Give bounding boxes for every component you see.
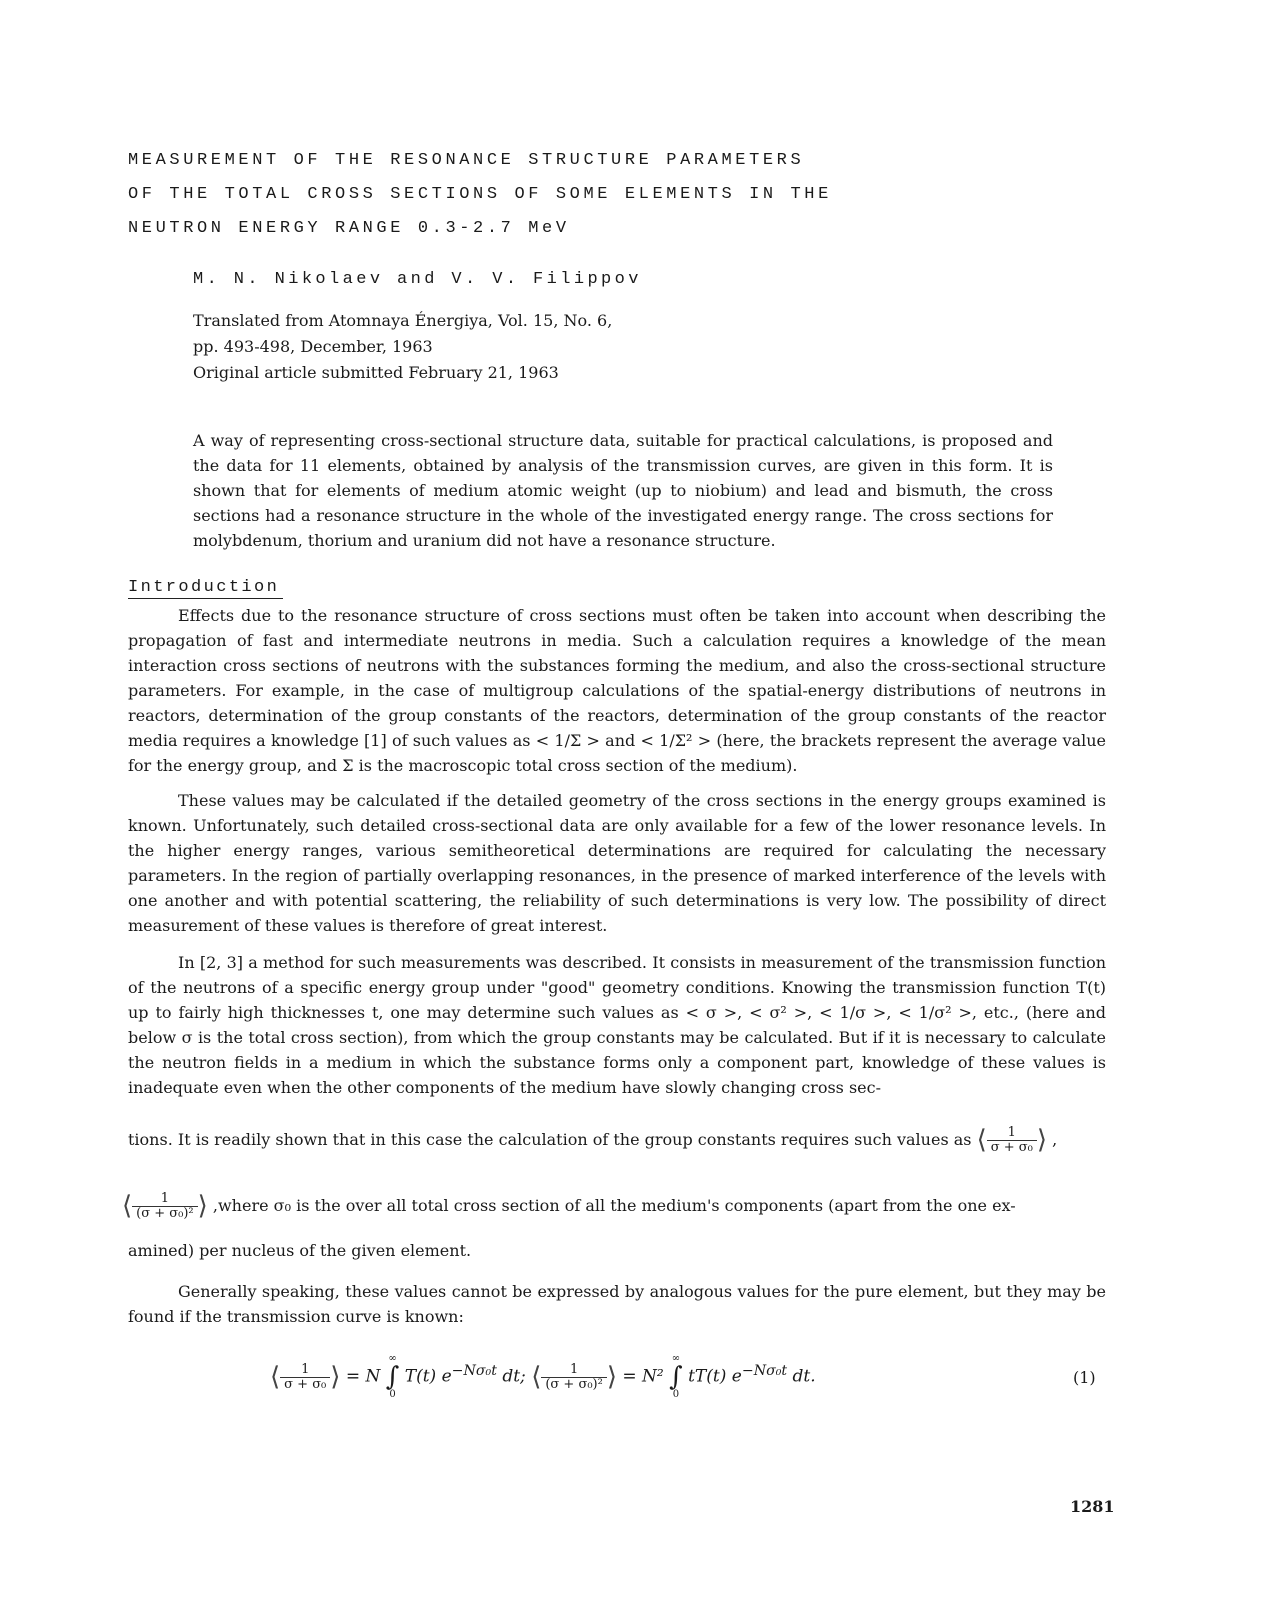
eq-rhs-2: = N² (622, 1366, 664, 1387)
paragraph-2 (128, 788, 1106, 938)
authors: M. N. Nikolaev and V. V. Filippov (193, 270, 642, 289)
paragraph-5 (128, 1279, 1106, 1329)
angle-bracket-left: ⟨ (976, 1125, 987, 1155)
translation-line-3: Original article submitted February 21, 1963 (193, 363, 559, 382)
paragraph-3 (128, 950, 1106, 1100)
paragraph-4-start: tions. It is readily shown that in this case the calculation of the group constants requires such values as (128, 1130, 972, 1149)
fraction-1 (987, 1126, 1037, 1155)
paragraph-4-line-1: tions. It is readily shown that in this case the calculation of the group constants requires such values as ⟨ $\frac{1}{\text{σ + σ₀}}$ ⟩ , (128, 1125, 1058, 1155)
title-line-3: NEUTRON ENERGY RANGE 0.3-2.7 MeV (128, 219, 570, 238)
integral-2-lower-limit: 0 (672, 1389, 680, 1400)
translation-line-2: pp. 493-498, December, 1963 (193, 337, 433, 356)
title-line-2: OF THE TOTAL CROSS SECTIONS OF SOME ELEMENTS IN THE (128, 185, 832, 204)
fraction-2-denominator: (σ + σ₀)² (136, 1206, 194, 1221)
paragraph-5-text: Generally speaking, these values cannot be expressed by analogous values for the pure element, but they may be found if the transmission curve is known: (128, 1282, 1106, 1326)
paragraph-4-line-2 (122, 1192, 1112, 1221)
page-number: 1281 (1070, 1497, 1115, 1516)
eq-integrand-1: T(t) e (404, 1366, 452, 1387)
fraction-1-numerator: 1 (987, 1126, 1037, 1141)
integral-sign-1 (386, 1354, 400, 1400)
translation-line-1: Translated from Atomnaya Énergiya, Vol. 15, No. 6, (193, 311, 613, 330)
angle-bracket-right: ⟩ (606, 1362, 617, 1392)
angle-bracket-left: ⟨ (531, 1362, 542, 1392)
paragraph-4-continued: ,where σ₀ is the over all total cross section of all the medium's components (apart from the one ex- (212, 1196, 1016, 1215)
paragraph-4-end: amined) per nucleus of the given element. (128, 1241, 472, 1260)
angle-bracket-left: ⟨ (270, 1362, 281, 1392)
eq-integrand-2: tT(t) e (688, 1366, 742, 1387)
angle-bracket-right: ⟩ (330, 1362, 341, 1392)
eq-fraction-1 (280, 1363, 330, 1392)
angle-bracket-right: ⟩ (197, 1191, 208, 1221)
eq-fraction-1-denominator: σ + σ₀ (284, 1376, 327, 1392)
angle-bracket-right: ⟩ (1036, 1125, 1048, 1155)
paragraph-1 (128, 603, 1106, 778)
integral-1-symbol: ∫ (385, 1362, 400, 1392)
integral-2-symbol: ∫ (669, 1362, 683, 1392)
abstract (193, 428, 1053, 553)
fraction-2 (132, 1192, 197, 1221)
eq-exponent-2: −Nσ₀t (741, 1362, 788, 1379)
fraction-2-numerator: 1 (132, 1192, 197, 1207)
eq-rhs-1: = N (345, 1366, 381, 1387)
paragraph-2-text: These values may be calculated if the detailed geometry of the cross sections in the energy groups examined is known. Unfortunately, such detailed cross-sectional data are only available for a few of the lower resonance levels. In the higher energy ranges, various semitheoretical determinations are required for calculating the necessary parameters. In the region of partially overlapping resonances, in the presence of marked interference of the levels with one another and with potential scattering, the reliability of such determinations is very low. The possibility of direct measurement of these values is therefore of great interest. (128, 791, 1106, 935)
fraction-1-denominator: σ + σ₀ (990, 1140, 1033, 1155)
eq-differential-1: dt; (502, 1366, 526, 1387)
equation-1 (270, 1354, 1110, 1414)
section-heading-introduction: Introduction (128, 578, 283, 599)
integral-sign-2 (669, 1354, 683, 1400)
eq-exponent-1: −Nσ₀t (451, 1362, 497, 1379)
translation-note (193, 308, 612, 386)
equation-number: (1) (1073, 1368, 1096, 1387)
abstract-text: A way of representing cross-sectional structure data, suitable for practical calculations, is proposed and the data for 11 elements, obtained by analysis of the transmission curves, are given in this form. It is shown that for elements of medium atomic weight (up to niobium) and lead and bismuth, the cross sections had a resonance structure in the whole of the investigated energy range. The cross sections for molybdenum, thorium and uranium did not have a resonance structure. (193, 431, 1053, 550)
integral-2-upper-limit: ∞ (671, 1353, 681, 1364)
eq-fraction-2-numerator: 1 (541, 1363, 606, 1378)
integral-1-upper-limit: ∞ (388, 1353, 397, 1364)
eq-fraction-2 (541, 1363, 606, 1392)
eq-fraction-2-denominator: (σ + σ₀)² (545, 1376, 603, 1392)
integral-1-lower-limit: 0 (389, 1389, 396, 1400)
paragraph-1-text: Effects due to the resonance structure of cross sections must often be taken into account when describing the propagation of fast and intermediate neutrons in media. Such a calculation requires a knowledge of the mean interaction cross sections of neutrons with the substances forming the medium, and also the cross-sectional structure parameters. For example, in the case of multigroup calculations of the spatial-energy distributions of neutrons in reactors, determination of the group constants of the reactors, determination of the group constants of the reactor media requires a knowledge [1] of such values as < 1/Σ > and < 1/Σ² > (here, the brackets represent the average value for the energy group, and Σ is the macroscopic total cross section of the medium). (128, 606, 1106, 775)
angle-bracket-left: ⟨ (122, 1191, 133, 1221)
title-line-1: MEASUREMENT OF THE RESONANCE STRUCTURE PARAMETERS (128, 151, 805, 170)
paragraph-3-text: In [2, 3] a method for such measurements was described. It consists in measurement of the transmission function of the neutrons of a specific energy group under "good" geometry conditions. Knowing the transmission function T(t) up to fairly high thicknesses t, one may determine such values as < σ >, < σ² >, < 1/σ >, < 1/σ² >, etc., (here and below σ is the total cross section), from which the group constants may be calculated. But if it is necessary to calculate the neutron fields in a medium in which the substance forms only a component part, knowledge of these values is inadequate even when the other components of the medium have slowly changing cross sec- (128, 953, 1106, 1097)
eq-differential-2: dt. (792, 1366, 816, 1387)
eq-fraction-1-numerator: 1 (280, 1363, 330, 1378)
